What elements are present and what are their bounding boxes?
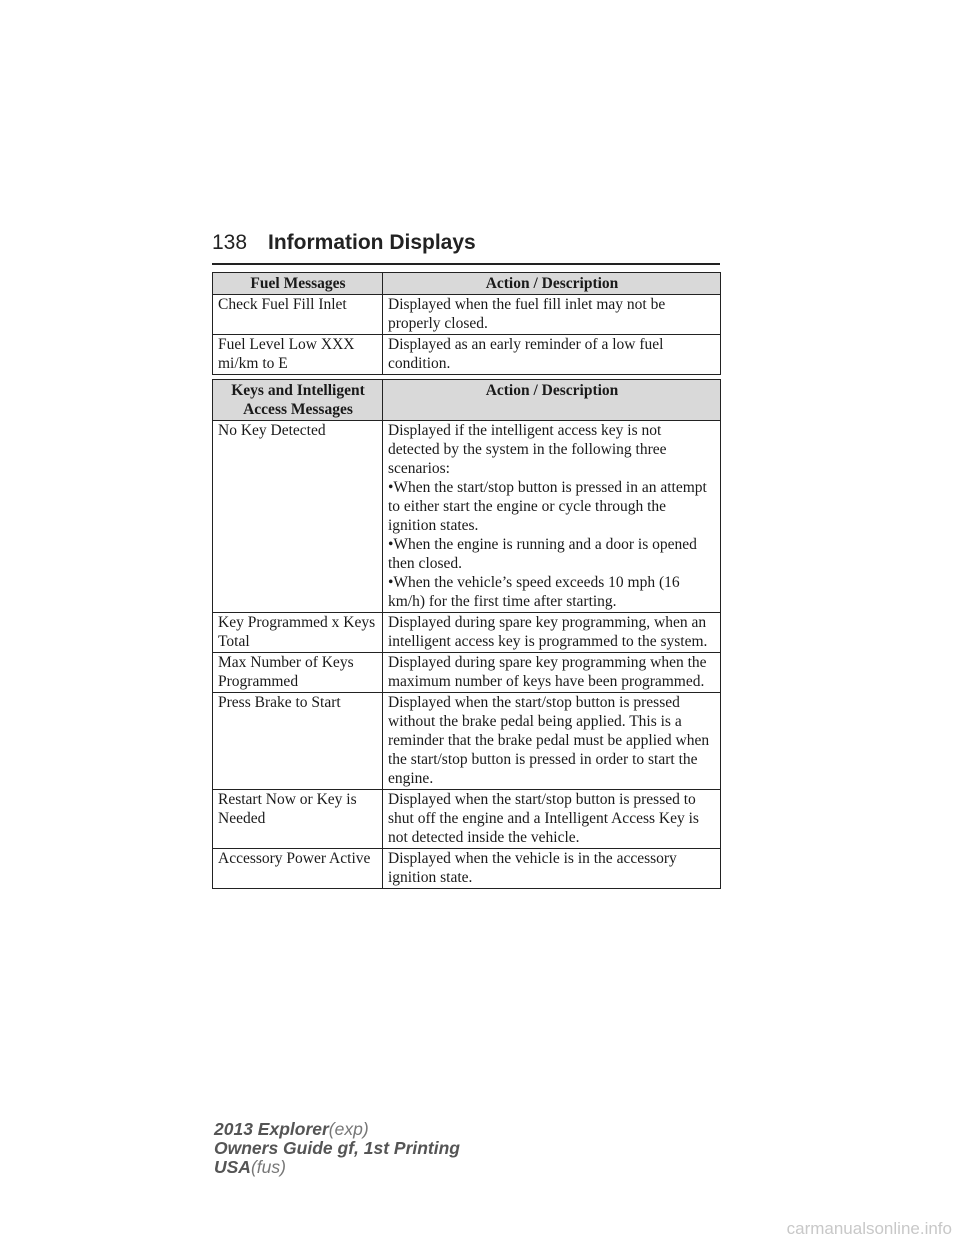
message-cell: Max Number of Keys Programmed [213,653,383,693]
page-number: 138 [212,231,248,254]
footer-line-1 [214,1120,460,1139]
scenario-bullet: •When the engine is running and a door is opened then closed. [388,536,697,572]
table-header-row [213,380,721,421]
description-cell: Displayed when the start/stop button is pressed to shut off the engine and a Intelligent Access Key is not detected inside the vehicle. [383,790,721,849]
description-cell: Displayed as an early reminder of a low fuel condition. [383,335,721,375]
table-row [213,849,721,889]
footer-model: 2013 Explorer [214,1119,329,1139]
table-row [213,613,721,653]
table-row [213,693,721,790]
message-cell: Check Fuel Fill Inlet [213,295,383,335]
column-header-description: Action / Description [383,273,721,295]
footer-guide: Owners Guide gf, 1st Printing [214,1138,460,1158]
description-cell: Displayed when the vehicle is in the accessory ignition state. [383,849,721,889]
table-row [213,790,721,849]
message-cell: Fuel Level Low XXX mi/km to E [213,335,383,375]
column-header-message: Keys and Intelligent Access Messages [213,380,383,421]
description-cell: Displayed during spare key programming when the maximum number of keys have been programmed. [383,653,721,693]
print-footer [214,1120,460,1177]
section-title: Information Displays [268,231,476,254]
table-header-row [213,273,721,295]
message-cell: Restart Now or Key is Needed [213,790,383,849]
page-header [212,229,720,265]
footer-model-code: (exp) [328,1119,369,1139]
description-intro: Displayed if the intelligent access key is not detected by the system in the following three scenarios: [388,422,667,477]
message-cell: Key Programmed x Keys Total [213,613,383,653]
table-row [213,421,721,613]
column-header-message: Fuel Messages [213,273,383,295]
description-cell: Displayed during spare key programming, when an intelligent access key is programmed to the system. [383,613,721,653]
description-cell [383,421,721,613]
column-header-description: Action / Description [383,380,721,421]
footer-market-code: (fus) [250,1157,286,1177]
fuel-messages-table [212,272,721,375]
table-row [213,653,721,693]
message-cell: Accessory Power Active [213,849,383,889]
scenario-bullet: •When the vehicle’s speed exceeds 10 mph (16 km/h) for the first time after starting. [388,574,680,610]
footer-line-2 [214,1139,460,1158]
message-cell: Press Brake to Start [213,693,383,790]
table-row [213,295,721,335]
footer-market: USA [214,1157,251,1177]
description-cell: Displayed when the start/stop button is pressed without the brake pedal being applied. This is a reminder that the brake pedal must be applied when the start/stop button is pressed in order to start the engine. [383,693,721,790]
footer-line-3 [214,1158,460,1177]
site-watermark: carmanualsonline.info [786,1219,952,1238]
description-cell: Displayed when the fuel fill inlet may not be properly closed. [383,295,721,335]
table-row [213,335,721,375]
scenario-bullet: •When the start/stop button is pressed in an attempt to either start the engine or cycle through the ignition states. [388,479,707,534]
message-cell: No Key Detected [213,421,383,613]
keys-messages-table [212,379,721,889]
